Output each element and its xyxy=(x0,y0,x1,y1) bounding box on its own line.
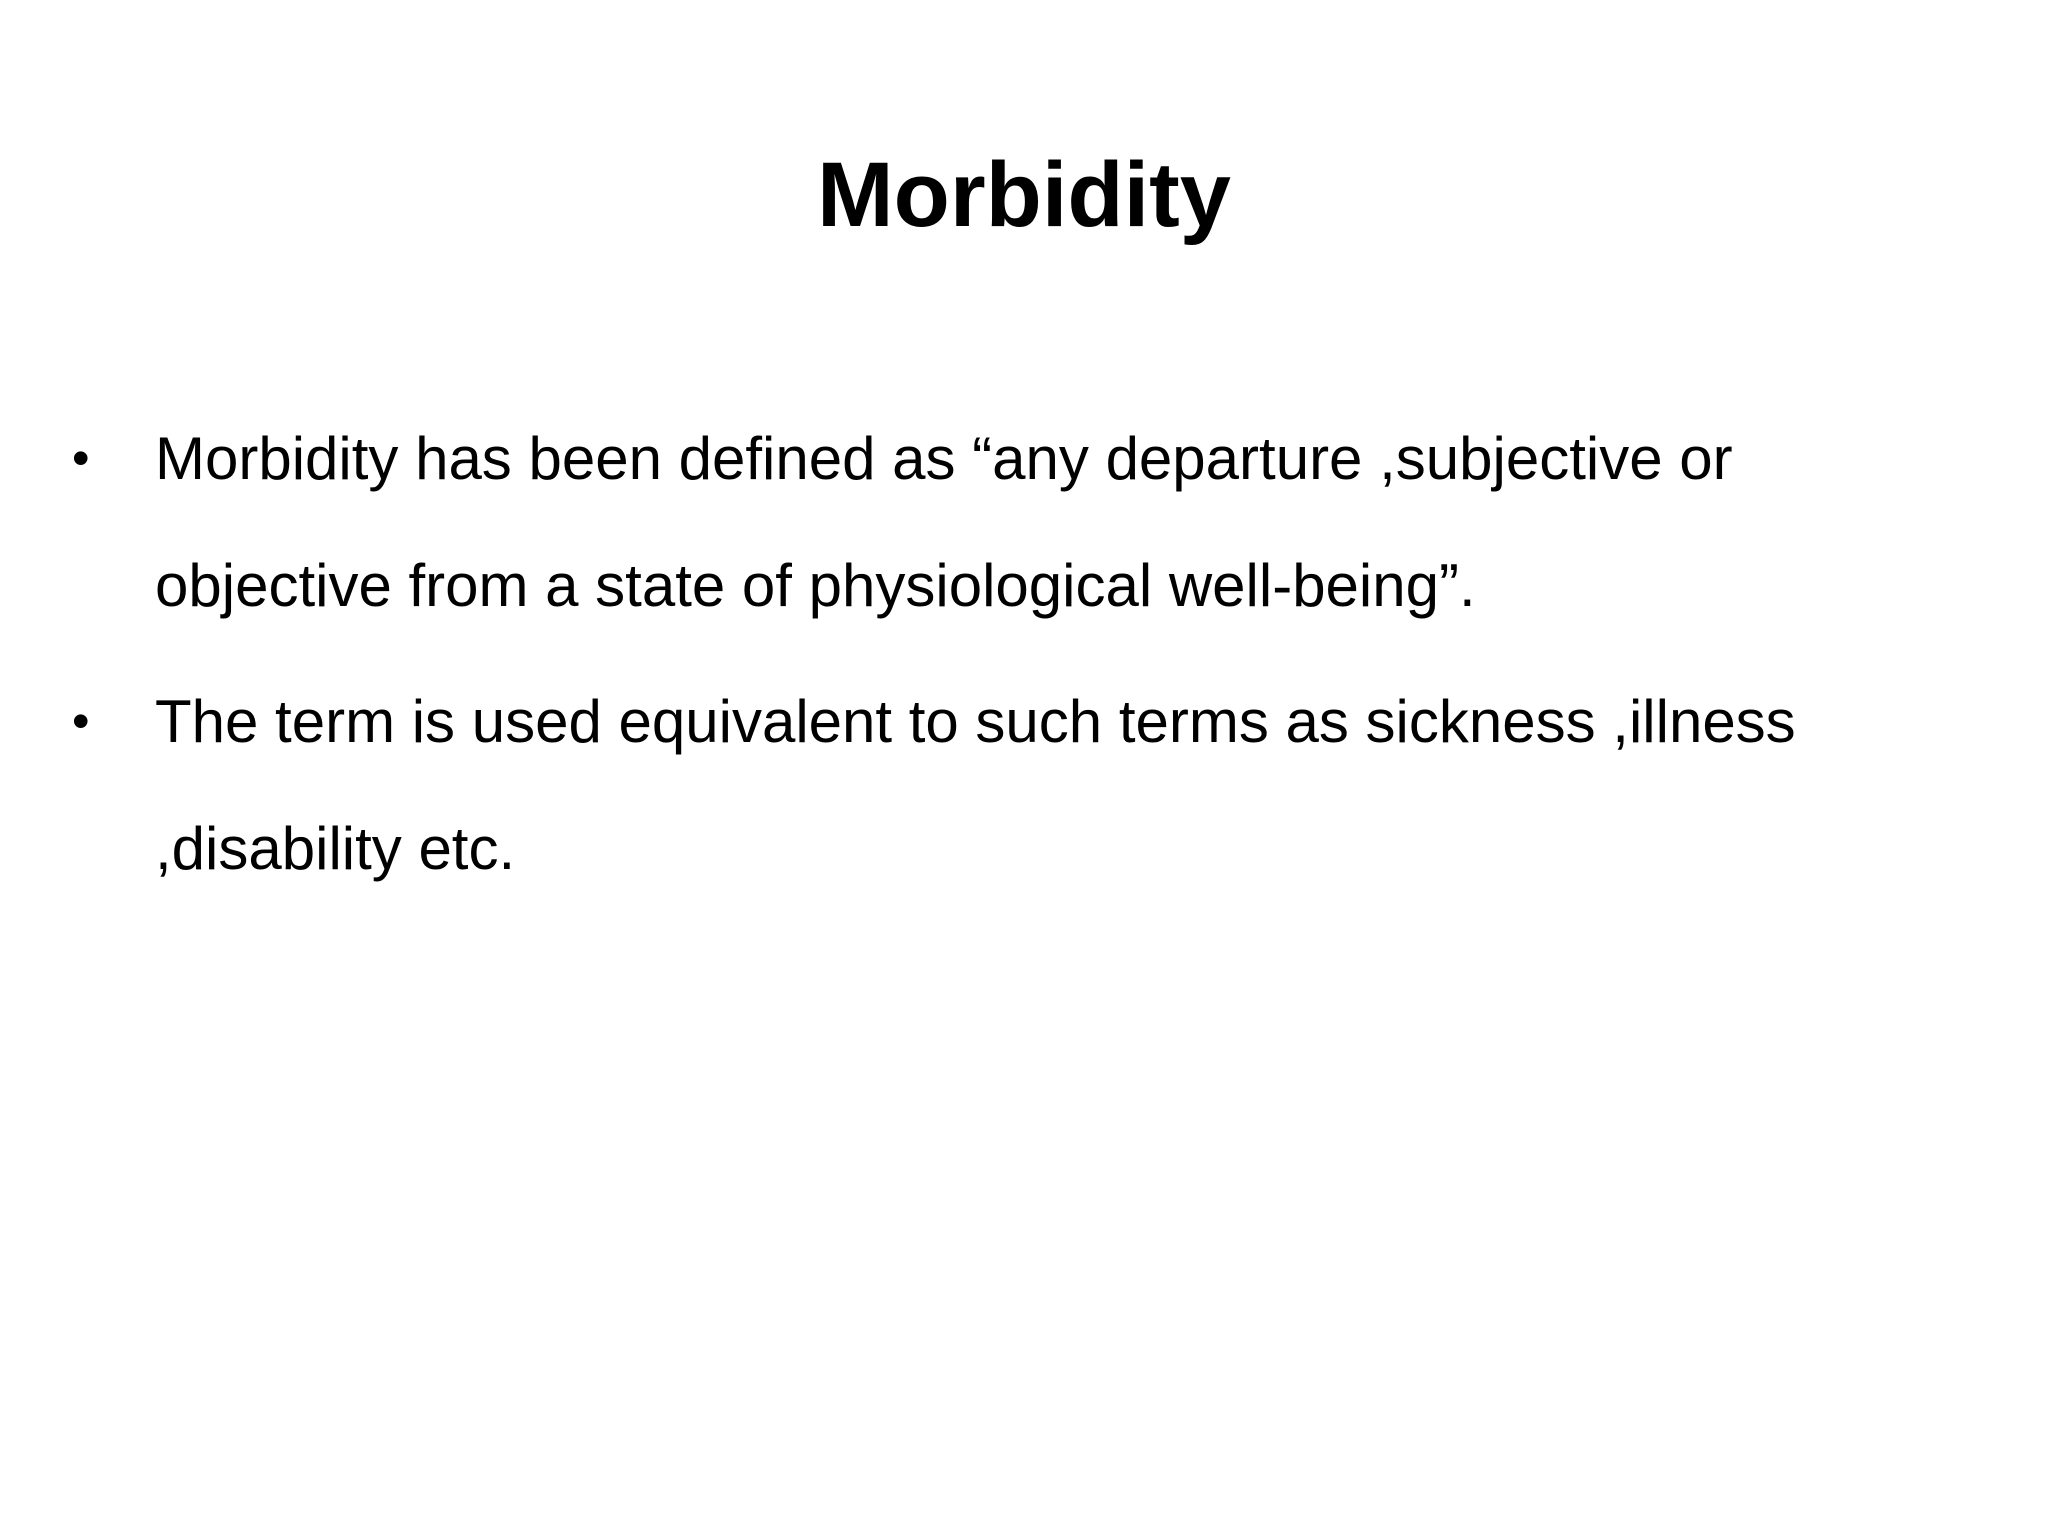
bullet-dot-icon: • xyxy=(72,430,90,486)
bullet-item-definition xyxy=(72,395,1972,649)
bullet-item-equivalent-terms xyxy=(72,658,1972,912)
bullet-dot-icon: • xyxy=(72,693,90,749)
bullet-text-definition: Morbidity has been defined as “any departure ,subjective or objective from a state of physiological well-being”. xyxy=(155,425,1733,619)
bullet-list xyxy=(72,395,1972,921)
slide-title: Morbidity xyxy=(817,144,1231,246)
bullet-text-equivalent-terms: The term is used equivalent to such terms as sickness ,illness ,disability etc. xyxy=(155,688,1796,882)
